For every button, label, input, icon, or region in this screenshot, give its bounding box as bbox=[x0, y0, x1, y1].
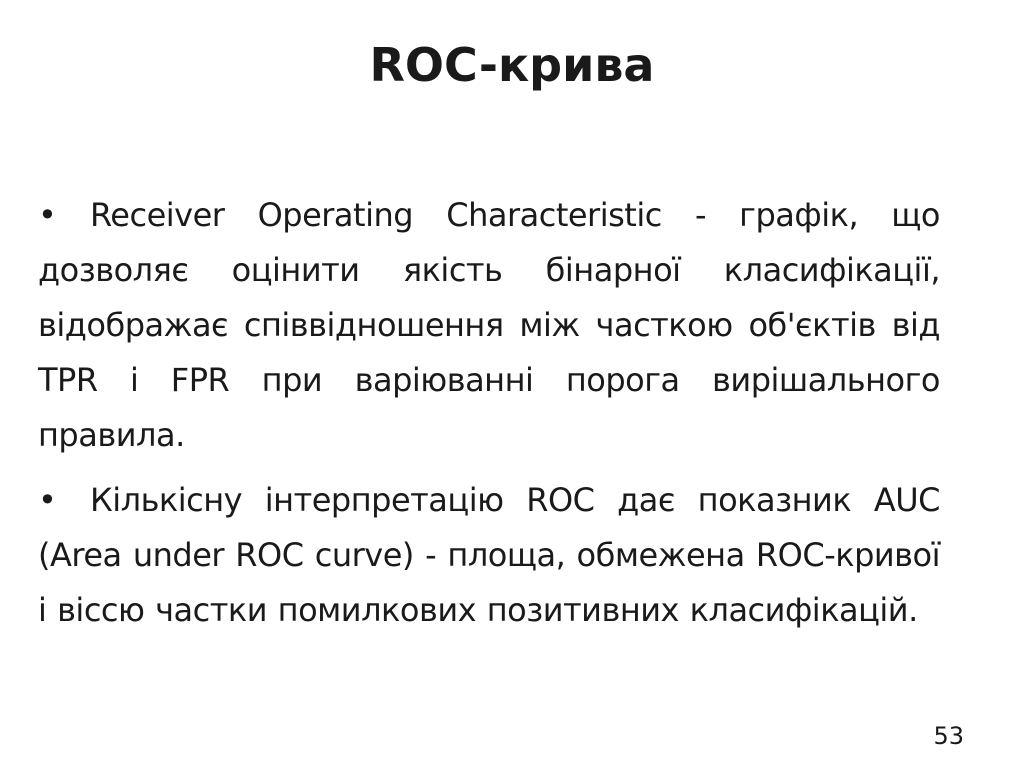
slide-title: ROC-крива bbox=[369, 38, 655, 92]
bullet-item bbox=[38, 188, 940, 463]
bullet-text: Кількісну інтерпретацію ROC дає показник AUC (Area under ROC curve) - площа, обмежена ROC-кривої і віссю частки помилкових позитивних класифікацій. bbox=[38, 481, 940, 629]
page-number: 53 bbox=[933, 722, 964, 750]
bullet-marker: • bbox=[38, 481, 57, 519]
slide-body bbox=[38, 188, 940, 648]
bullet-text: Receiver Operating Characteristic - графік, що дозволяє оцінити якість бінарної класифікації, відображає співвідношення між часткою об'єктів від TPR і FPR при варіюванні порога вирішального правила. bbox=[38, 196, 940, 454]
bullet-item bbox=[38, 473, 940, 638]
bullet-marker: • bbox=[38, 196, 57, 234]
